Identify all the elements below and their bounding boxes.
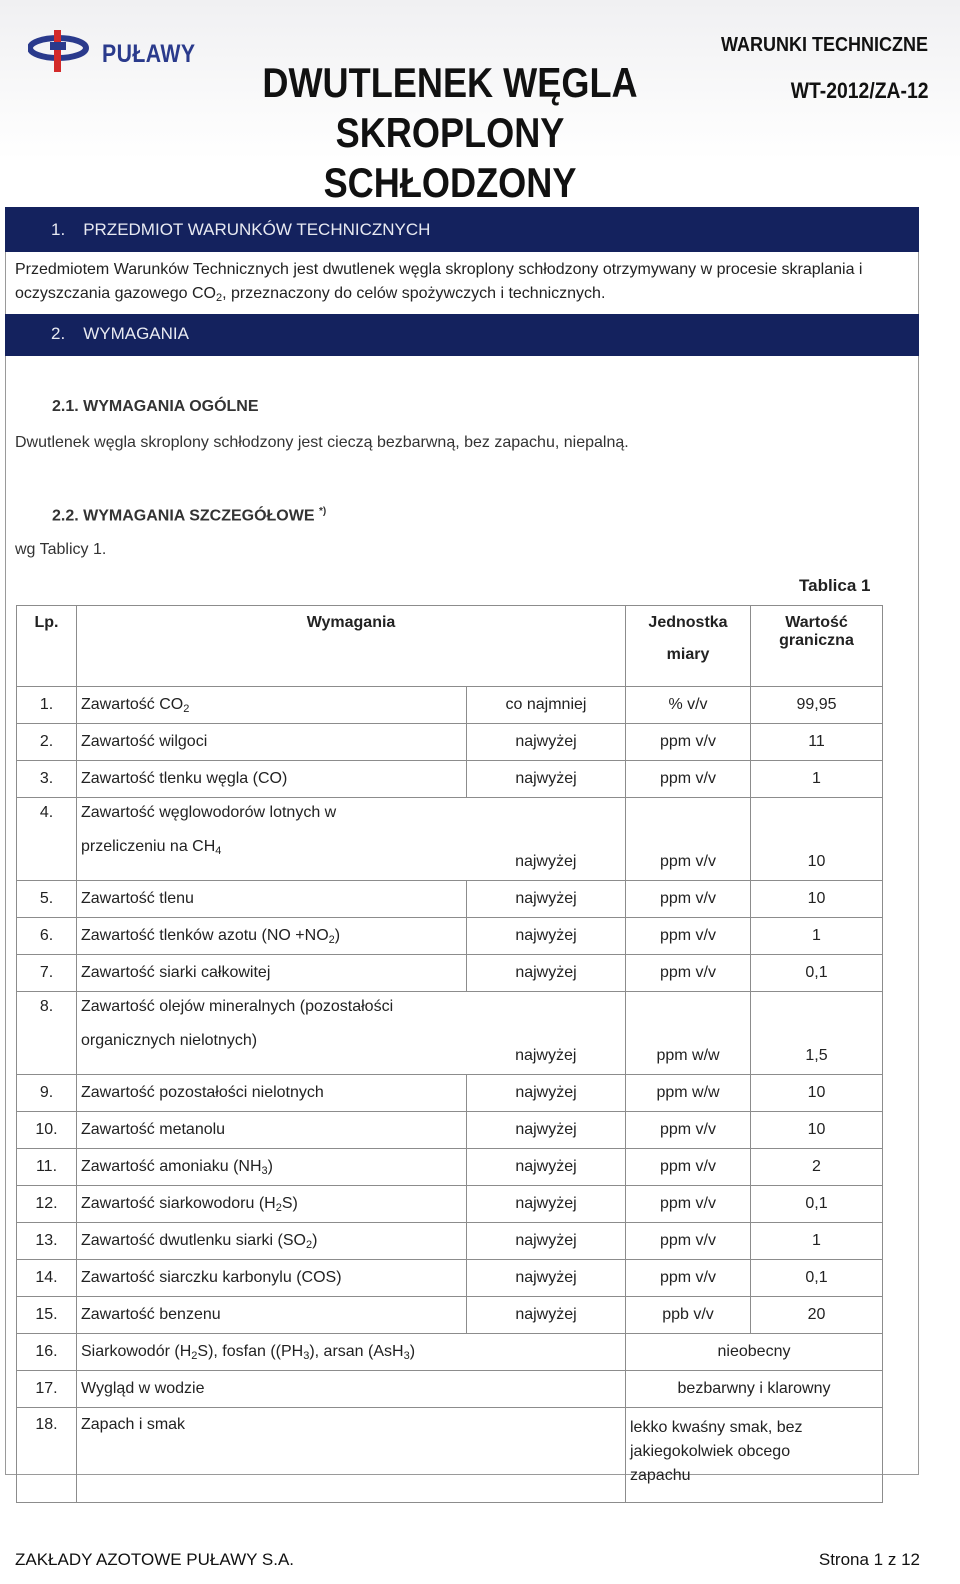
document-title: [226, 58, 673, 208]
table-row: [17, 1371, 883, 1408]
row-qualifier: najwyżej: [467, 955, 626, 992]
table-row: [17, 1260, 883, 1297]
row-number: 14.: [17, 1260, 77, 1297]
row-requirement-sub: 2: [328, 933, 335, 946]
subsection-2-1-text: Dwutlenek węgla skroplony schłodzony jest cieczą bezbarwną, bez zapachu, niepalną.: [15, 434, 629, 451]
row-value: 99,95: [751, 687, 883, 724]
row-number: 12.: [17, 1186, 77, 1223]
row-number: 8.: [17, 992, 77, 1075]
row-requirement: Zawartość benzenu: [77, 1297, 467, 1334]
row-unit: ppm v/v: [626, 761, 751, 798]
section-1-text-sub: 2: [215, 292, 223, 304]
row-value: 10: [751, 1112, 883, 1149]
row-value: 10: [751, 881, 883, 918]
row-requirement: [77, 1149, 467, 1186]
row-number: 7.: [17, 955, 77, 992]
table-row: [17, 1186, 883, 1223]
row-value: 0,1: [751, 955, 883, 992]
table-row: [17, 1112, 883, 1149]
row-unit: ppm v/v: [626, 724, 751, 761]
header-requirements: Wymagania: [77, 606, 626, 687]
table-row: [17, 1223, 883, 1260]
table-row: [17, 992, 883, 1075]
header-limit-value: Wartość graniczna: [751, 606, 883, 687]
row-requirement: Zawartość siarczku karbonylu (COS): [77, 1260, 467, 1297]
table-row: [17, 1334, 883, 1371]
row-number: 11.: [17, 1149, 77, 1186]
row-qualifier: najwyżej: [467, 1260, 626, 1297]
row-requirement: Zawartość metanolu: [77, 1112, 467, 1149]
table-row: [17, 1408, 883, 1503]
table-row: [17, 798, 883, 881]
row-requirement-text: Zawartość olejów mineralnych (pozostałości: [81, 998, 394, 1015]
row-requirement-sub: 2: [183, 702, 190, 715]
row-unit: ppm v/v: [626, 881, 751, 918]
row-requirement: Zapach i smak: [77, 1408, 626, 1503]
row-qualifier: co najmniej: [467, 687, 626, 724]
row-number: 10.: [17, 1112, 77, 1149]
row-requirement: [77, 687, 467, 724]
row-unit: ppm v/v: [626, 1112, 751, 1149]
row-qualifier: najwyżej: [467, 724, 626, 761]
row-number: 3.: [17, 761, 77, 798]
subsection-2-2-text: wg Tablicy 1.: [15, 541, 107, 558]
row-value: 1: [751, 1223, 883, 1260]
row-qualifier: najwyżej: [467, 798, 626, 881]
row-requirement-sub-a: 2: [191, 1349, 198, 1362]
section-1-number: 1.: [51, 220, 66, 239]
row-value: 1: [751, 918, 883, 955]
header-unit-line-1: Jednostka: [648, 614, 728, 631]
row-unit: % v/v: [626, 687, 751, 724]
row-qualifier: najwyżej: [467, 918, 626, 955]
section-1-text-b: , przeznaczony do celów spożywczych i technicznych.: [222, 285, 606, 302]
row-number: 18.: [17, 1408, 77, 1503]
table-row: [17, 955, 883, 992]
table-row: [17, 1075, 883, 1112]
table-row: [17, 687, 883, 724]
row-requirement: Zawartość siarki całkowitej: [77, 955, 467, 992]
row-requirement-sub: 4: [215, 845, 222, 857]
row-requirement: [77, 918, 467, 955]
row-qualifier: najwyżej: [467, 761, 626, 798]
document-code: WT-2012/ZA-12: [790, 78, 928, 103]
requirements-table: [16, 605, 883, 1503]
table-row: [17, 1149, 883, 1186]
section-2-title: WYMAGANIA: [83, 324, 189, 343]
row-value: 2: [751, 1149, 883, 1186]
section-1-title: PRZEDMIOT WARUNKÓW TECHNICZNYCH: [83, 220, 431, 239]
row-number: 5.: [17, 881, 77, 918]
subsection-2-1-title: 2.1. WYMAGANIA OGÓLNE: [52, 398, 259, 415]
row-requirement-part-b: S), fosfan ((PH: [197, 1342, 304, 1360]
row-qualifier: najwyżej: [467, 1223, 626, 1260]
row-requirement-text: Zawartość siarkowodoru (H: [81, 1194, 276, 1212]
row-qualifier: najwyżej: [467, 881, 626, 918]
row-unit: ppm w/w: [626, 992, 751, 1075]
row-requirement: [77, 1223, 467, 1260]
row-value: bezbarwny i klarowny: [626, 1371, 883, 1408]
row-requirement-text: Zawartość tlenków azotu (NO +NO: [81, 926, 329, 944]
section-1-text-a: Przedmiotem Warunków Technicznych jest dwutlenek węgla skroplony schłodzony otrzymywany w procesie skraplania i oczyszczania gazowego CO: [15, 261, 863, 302]
row-requirement-sub: 3: [261, 1164, 268, 1177]
footnote-marker: *): [318, 506, 327, 517]
row-value: 0,1: [751, 1260, 883, 1297]
row-qualifier: najwyżej: [467, 1297, 626, 1334]
row-unit: ppm v/v: [626, 1186, 751, 1223]
row-number: 16.: [17, 1334, 77, 1371]
row-number: 4.: [17, 798, 77, 881]
header-unit-line-2: miary: [666, 646, 710, 663]
row-qualifier: najwyżej: [467, 1149, 626, 1186]
row-requirement: [77, 992, 467, 1075]
row-requirement-line-2: organicznych nielotnych): [81, 1032, 258, 1049]
row-requirement-end: ): [267, 1157, 273, 1175]
row-value: 0,1: [751, 1186, 883, 1223]
section-2-number: 2.: [51, 324, 66, 343]
logo-text: PUŁAWY: [102, 40, 196, 68]
table-row: [17, 881, 883, 918]
row-requirement-end: ): [334, 926, 341, 944]
row-number: 9.: [17, 1075, 77, 1112]
row-number: 2.: [17, 724, 77, 761]
row-value: 1,5: [751, 992, 883, 1075]
table-row: [17, 1297, 883, 1334]
row-requirement: Zawartość tlenku węgla (CO): [77, 761, 467, 798]
row-requirement-end: S): [281, 1194, 298, 1212]
row-qualifier: najwyżej: [467, 1186, 626, 1223]
row-value: 1: [751, 761, 883, 798]
row-requirement: Zawartość wilgoci: [77, 724, 467, 761]
row-requirement-part-a: Siarkowodór (H: [81, 1342, 192, 1360]
header-unit: [626, 606, 751, 687]
table-row: [17, 724, 883, 761]
row-requirement-text: Zawartość dwutlenku siarki (SO: [81, 1231, 306, 1249]
table-header-row: [17, 606, 883, 687]
section-1-text: [15, 258, 915, 310]
row-value: 11: [751, 724, 883, 761]
row-number: 17.: [17, 1371, 77, 1408]
row-requirement-text: Zawartość amoniaku (NH: [81, 1157, 262, 1175]
subsection-2-2-title-text: 2.2. WYMAGANIA SZCZEGÓŁOWE: [52, 507, 315, 525]
row-requirement: Zawartość pozostałości nielotnych: [77, 1075, 467, 1112]
row-requirement-sub: 2: [275, 1201, 282, 1214]
row-requirement-text: Zawartość CO: [81, 695, 184, 713]
row-value: lekko kwaśny smak, bez jakiegokolwiek obcego zapachu: [626, 1408, 883, 1503]
row-qualifier: najwyżej: [467, 1112, 626, 1149]
document-kind: WARUNKI TECHNICZNE: [721, 34, 928, 56]
row-requirement-sub-b: 3: [303, 1349, 310, 1362]
row-requirement-line-2: [81, 838, 463, 857]
row-qualifier: najwyżej: [467, 992, 626, 1075]
table-row: [17, 918, 883, 955]
footer-page-number: Strona 1 z 12: [818, 1550, 920, 1569]
section-1-header: [5, 207, 919, 252]
subsection-2-2-title: [52, 506, 326, 525]
row-requirement: [77, 798, 467, 881]
row-number: 6.: [17, 918, 77, 955]
row-value: nieobecny: [626, 1334, 883, 1371]
header-lp: Lp.: [17, 606, 77, 687]
row-requirement: Wygląd w wodzie: [77, 1371, 626, 1408]
row-value: 20: [751, 1297, 883, 1334]
row-requirement-sub: 2: [305, 1238, 313, 1251]
row-value: 10: [751, 1075, 883, 1112]
row-unit: ppm v/v: [626, 798, 751, 881]
row-unit: ppm v/v: [626, 918, 751, 955]
logo-emblem-icon: [28, 28, 102, 80]
row-unit: ppb v/v: [626, 1297, 751, 1334]
row-number: 1.: [17, 687, 77, 724]
section-2-header: [5, 314, 919, 356]
row-number: 15.: [17, 1297, 77, 1334]
row-requirement-part-c: ), arsan (AsH: [309, 1342, 404, 1360]
row-qualifier: najwyżej: [467, 1075, 626, 1112]
row-requirement-text-2: przeliczeniu na CH: [81, 838, 216, 855]
row-unit: ppm v/v: [626, 1260, 751, 1297]
row-requirement-end: ): [312, 1231, 318, 1249]
row-requirement-part-d: ): [409, 1342, 416, 1360]
row-requirement-sub-c: 3: [403, 1349, 410, 1362]
title-line-2: SKROPLONY SCHŁODZONY: [323, 109, 577, 206]
table-row: [17, 761, 883, 798]
row-unit: ppm v/v: [626, 955, 751, 992]
row-value: 10: [751, 798, 883, 881]
row-requirement-text: Zawartość węglowodorów lotnych w: [81, 804, 337, 821]
row-requirement: [77, 1186, 467, 1223]
table-caption: Tablica 1: [799, 576, 871, 595]
footer-company: ZAKŁADY AZOTOWE PUŁAWY S.A.: [15, 1550, 295, 1569]
row-requirement: [77, 1334, 626, 1371]
row-unit: ppm v/v: [626, 1149, 751, 1186]
title-line-1: DWUTLENEK WĘGLA: [262, 59, 638, 106]
row-number: 13.: [17, 1223, 77, 1260]
row-requirement: Zawartość tlenu: [77, 881, 467, 918]
row-unit: ppm v/v: [626, 1223, 751, 1260]
row-unit: ppm w/w: [626, 1075, 751, 1112]
